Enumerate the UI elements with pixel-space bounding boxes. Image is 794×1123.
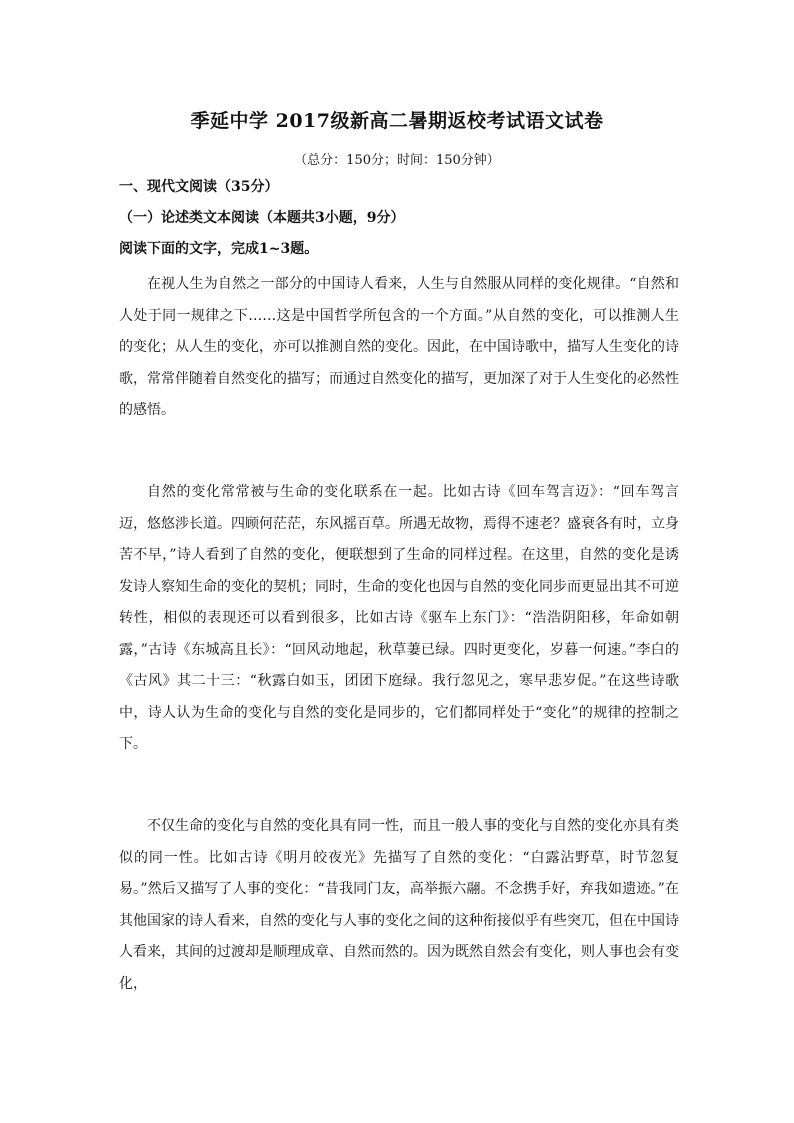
exam-subtitle: （总分：150分；时间：150分钟） bbox=[294, 153, 500, 168]
passage-paragraph-3: 不仅生命的变化与自然的变化具有同一性，而且一般人事的变化与自然的变化亦具有类似的同一性。比如古诗《明月皎夜光》先描写了自然的变化：“白露沾野草，时节忽复易。”然后又描写了人事的变化：“昔我同门友，高举振六翮。不念携手好，弃我如遗迹。”在其他国家的诗人看来，自然的变化与人事的变化之间的这种衔接似乎有些突兀，但在中国诗人看来，其间的过渡却是顺理成章、自然而然的。因为既然自然会有变化，则人事也会有变化， bbox=[119, 818, 679, 992]
reading-instruction: 阅读下面的文字，完成1~3题。 bbox=[119, 241, 319, 257]
passage-paragraph-1: 在视人生为自然之一部分的中国诗人看来，人生与自然服从同样的变化规律。“自然和人处于同一规律之下……这是中国哲学所包含的一个方面。”从自然的变化，可以推测人生的变化；从人生的变化，亦可以推测自然的变化。因此，在中国诗歌中，描写人生变化的诗歌，常常伴随着自然变化的描写；而通过自然变化的描写，更加深了对于人生变化的必然性的感悟。 bbox=[119, 276, 679, 418]
section-heading: 一、现代文阅读（35分） bbox=[119, 179, 279, 195]
passage-paragraph-2: 自然的变化常常被与生命的变化联系在一起。比如古诗《回车驾言迈》：“回车驾言迈，悠悠涉长道。四顾何茫茫，东风摇百草。所遇无故物，焉得不速老？盛衰各有时，立身苦不早，”诗人看到了自然的变化，便联想到了生命的同样过程。在这里，自然的变化是诱发诗人察知生命的变化的契机；同时，生命的变化也因与自然的变化同步而更显出其不可逆转性，相似的表现还可以看到很多，比如古诗《驱车上东门》：“浩浩阴阳移，年命如朝露，”古诗《东城高且长》：“回风动地起，秋草萋已绿。四时更变化，岁暮一何速。”李白的《古风》其二十三：“秋露白如玉，团团下庭绿。我行忽见之，寒早悲岁促。”在这些诗歌中，诗人认为生命的变化与自然的变化是同步的，它们都同样处于“变化”的规律的控制之下。 bbox=[119, 484, 679, 752]
exam-title: 季延中学 2017级新高二暑期返校考试语文试卷 bbox=[190, 110, 604, 132]
subsection-heading: （一）论述类文本阅读（本题共3小题，9分） bbox=[119, 210, 405, 226]
